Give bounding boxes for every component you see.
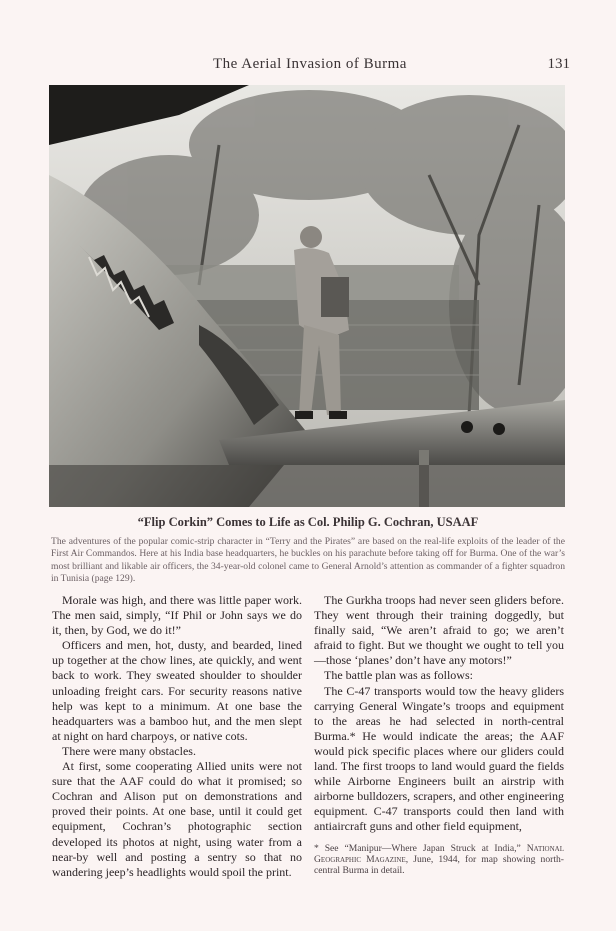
- paragraph: There were many obstacles.: [62, 743, 196, 758]
- paragraph: The C-47 transports would tow the heavy gliders carrying General Wingate’s troops and equipment to the areas he had selected in north-central Burma.* He would indicate the areas; the AAF would pick specific places where our gliders could land. The first troops to land would guard the fields while Airborne Engineers built an airstrip with airborne bulldozers, scrapers, and other engineering equipment. C-47 transports could then land with antiaircraft guns and other field equipment,: [314, 683, 564, 834]
- photo-illustration: [49, 85, 565, 507]
- running-header: [50, 56, 570, 76]
- right-column: [314, 593, 564, 877]
- running-title: The Aerial Invasion of Burma: [213, 56, 407, 72]
- footnote-lead: * See “Manipur—Where Japan Struck at India,”: [314, 842, 521, 854]
- page-number: 131: [547, 56, 570, 72]
- footnote: [314, 843, 564, 877]
- caption-title: “Flip Corkin” Comes to Life as Col. Philip G. Cochran, USAAF: [137, 515, 479, 529]
- paragraph: Officers and men, hot, dusty, and bearded, lined up together at the chow lines, ate quickly, and went back to work. They sweated shoulder to shoulder unloading freight cars. For security reasons native help was kept to a minimum. At one base the headquarters was a bamboo hut, and the men slept at night on hard charpoys, or native cots.: [52, 638, 302, 743]
- left-column: [52, 593, 302, 880]
- photo-caption: [50, 515, 566, 586]
- paragraph: The Gurkha troops had never seen gliders before. They went through their training doggedly, but finally said, “We aren’t afraid to go; we aren’t afraid to fight. But we thought we ought to tell you—those ‘planes’ don’t have any motors!”: [314, 593, 564, 668]
- paragraph: The battle plan was as follows:: [324, 668, 473, 683]
- paragraph: Morale was high, and there was little paper work. The men said, simply, “If Phil or John says we do it, then, by God, we do it!”: [52, 593, 302, 638]
- footnote-tail: , June, 1944, for map showing north-central Burma in detail.: [314, 853, 564, 877]
- paragraph: At first, some cooperating Allied units were not sure that the AAF could do what it promised; so Cochran and Alison put on demonstrations and proved their points. At one base, until it could get equipment, Cochran’s photographic section developed its photos at night, using water from a near-by well and posting a sentry so that no wandering jeep’s headlights would spoil the print.: [52, 759, 302, 879]
- caption-body: The adventures of the popular comic-strip character in “Terry and the Pirates” are based on the real-life exploits of the leader of the First Air Commandos. Here at his India base headquarters, he buckles on his parachute before taking off for Burma. One of the war’s most brilliant and likable air officers, the 34-year-old colonel came to General Arnold’s attention as commander of a fighter squadron in Tunisia (page 129).: [51, 536, 565, 585]
- photograph: [49, 85, 565, 507]
- footnote-magazine: National Geographic Magazine: [314, 842, 564, 865]
